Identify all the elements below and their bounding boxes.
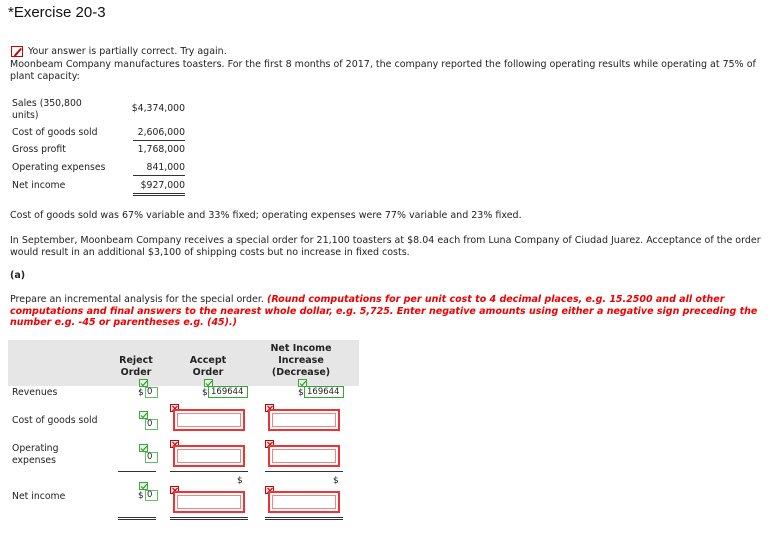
total-double-line [170,517,248,518]
reject-revenues-input[interactable]: 0 [145,387,158,398]
status-message: Your answer is partially correct. Try again. [28,46,227,57]
double-underline [133,195,185,196]
fin-value-opex: 841,000 [146,162,185,173]
currency-sign: $ [138,491,144,501]
underline [133,175,185,176]
row-label-cogs: Cost of goods sold [12,415,98,426]
currency-sign: $ [298,388,304,398]
row-label-net: Net income [12,491,66,502]
special-order-text: In September, Moonbeam Company receives a special order for 21,100 toasters at $8.04 each from Luna Company of Ciudad Juarez. Acceptance of the order would result in an additional $3,100 of shipping costs but no increase in fixed costs. [10,235,761,258]
instruction-text: Prepare an incremental analysis for the special order. [10,294,264,305]
correct-check-icon [139,444,148,452]
correct-check-icon [139,379,148,387]
accept-net-input[interactable] [173,491,245,513]
fin-label-opex: Operating expenses [12,162,106,173]
subtotal-line [118,471,156,472]
accept-revenues-input[interactable]: 169644 [208,386,248,398]
fin-value-cogs: 2,606,000 [137,127,185,138]
currency-sign: $ [333,476,339,486]
part-label: (a) [10,270,26,281]
row-label-revenues: Revenues [12,387,58,398]
currency-sign: $ [202,388,208,398]
accept-opex-input[interactable] [173,445,245,467]
fin-label-gross: Gross profit [12,144,66,155]
total-double-line [118,519,156,520]
fin-value-gross: 1,768,000 [137,144,185,155]
instruction-block [10,294,765,329]
fin-label-cogs: Cost of goods sold [12,127,98,138]
fin-value-sales: $4,374,000 [131,103,185,114]
underline [133,140,185,141]
fin-label-sales: Sales (350,800 units) [12,98,82,121]
reject-opex-input[interactable]: 0 [145,452,158,463]
partial-correct-icon [11,46,23,57]
double-underline [133,193,185,194]
subtotal-line [265,471,343,472]
fin-label-net: Net income [12,180,66,191]
total-double-line [265,519,343,520]
cost-note: Cost of goods sold was 67% variable and 33% fixed; operating expenses were 77% variable and 23% fixed. [10,210,522,221]
subtotal-line [170,471,248,472]
accept-cogs-input[interactable] [173,409,245,431]
header-net: Net Income Increase (Decrease) [270,343,332,378]
net-cogs-input[interactable] [268,409,340,431]
fin-value-net: $927,000 [140,180,185,191]
correct-check-icon [139,482,148,490]
total-double-line [118,517,156,518]
reject-cogs-input[interactable]: 0 [145,419,158,430]
currency-sign: $ [237,476,243,486]
intro-text: Moonbeam Company manufactures toasters. For the first 8 months of 2017, the company reported the following operating results while operating at 75% of plant capacity: [10,59,756,82]
reject-net-input[interactable]: 0 [145,490,158,501]
total-double-line [170,519,248,520]
correct-check-icon [139,411,148,419]
page-title: *Exercise 20-3 [8,4,106,21]
net-opex-input[interactable] [268,445,340,467]
net-revenues-input[interactable]: 169644 [304,386,344,398]
row-label-opex: Operating expenses [12,443,59,466]
currency-sign: $ [138,388,144,398]
header-accept: Accept Order [189,355,227,378]
net-net-input[interactable] [268,491,340,513]
instruction-note: (Round computations for per unit cost to 4 decimal places, e.g. 15.2500 and all other computations and final answers to the nearest whole dollar, e.g. 5,725. Enter negative amounts using either a negative sign preceding the number e.g. -45 or parentheses e.g. (45).) [10,294,758,328]
header-reject: Reject Order [119,355,153,378]
total-double-line [265,517,343,518]
